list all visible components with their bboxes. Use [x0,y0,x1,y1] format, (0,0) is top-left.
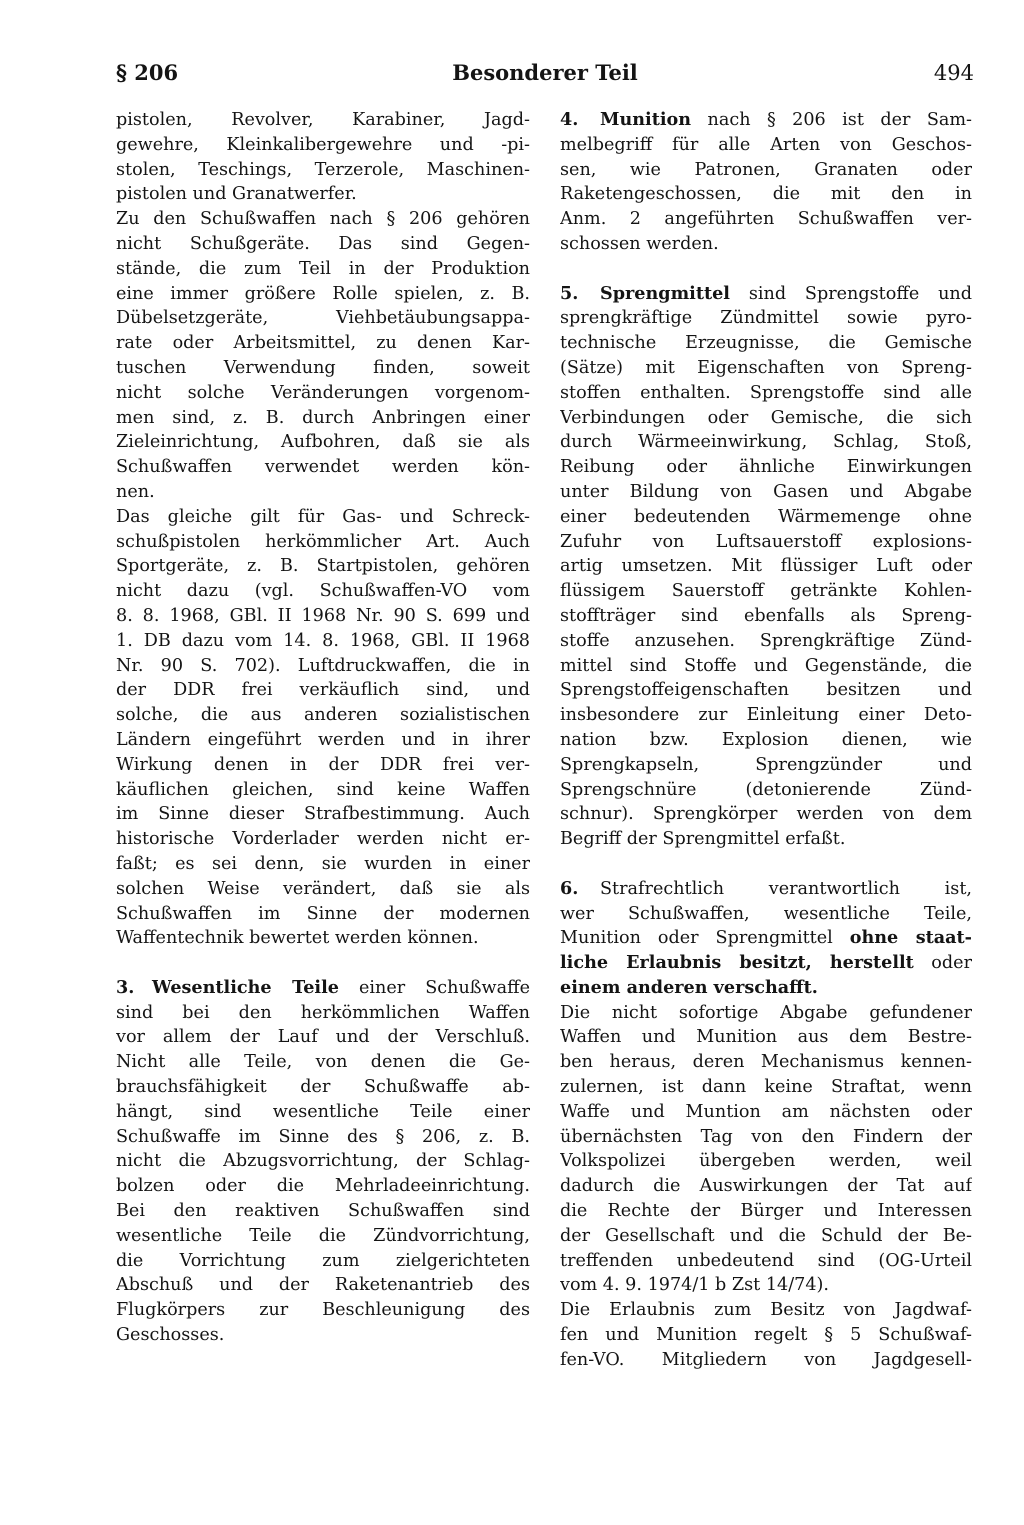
section-number: 5. [560,282,579,304]
text-line: eine immer größere Rolle spielen, z. B. [116,283,530,304]
text-line: Bei den reaktiven Schußwaffen sind [116,1201,530,1222]
text-line: rate oder Arbeitsmittel, zu denen Kar- [116,333,530,354]
text-line: 1. DB dazu vom 14. 8. 1968, GBl. II 1968 [116,630,530,651]
text-line: faßt; es sei denn, sie wurden in einer [116,853,530,874]
heading-rest: nach § 206 ist der Sam- [691,110,972,130]
text-fragment: Strafrechtlich verantwortlich ist, [600,878,972,899]
text-fragment: Munition oder Sprengmittel [560,928,850,949]
text-line: Schußwaffen verwendet werden kön- [116,457,530,478]
text-line: stoffen enthalten. Sprengstoffe sind alle [560,382,972,403]
text-line: tuschen Verwendung finden, soweit [116,357,530,378]
text-line: men sind, z. B. durch Anbringen einer [116,407,530,428]
text-line: der Gesellschaft und die Schuld der Be- [560,1225,972,1246]
text-line: pistolen und Granatwerfer. [116,184,357,205]
text-line: sind bei den herkömmlichen Waffen [116,1002,530,1023]
section-number: 3. [116,976,135,998]
text-line: gewehre, Kleinkalibergewehre und -pi- [116,134,530,155]
text-line: flüssigem Sauerstoff getränkte Kohlen- [560,581,972,602]
text-line: nicht dazu (vgl. Schußwaffen-VO vom [116,581,530,602]
text-line: zulernen, ist dann keine Straftat, wenn [560,1077,972,1098]
text-line: Volkspolizei übergeben werden, weil [560,1151,972,1172]
bold-fragment: einem anderen verschafft. [560,976,818,998]
text-line: stoffträger sind ebenfalls als Spreng- [560,605,972,626]
paragraph-gap [560,257,972,282]
section-4 [560,108,972,257]
text-line: Geschosses. [116,1325,225,1346]
text-line: Schußwaffen im Sinne der modernen [116,903,530,924]
section-heading: Wesentliche Teile [152,976,339,998]
text-line: Die Erlaubnis zum Besitz von Jagdwaf- [560,1300,972,1321]
text-line: die Vorrichtung zum zielgerichteten [116,1250,530,1271]
left-para-2 [116,207,530,505]
text-line: 8. 8. 1968, GBl. II 1968 Nr. 90 S. 699 und [116,605,530,626]
text-line: Waffe und Muntion am nächsten oder [560,1101,972,1122]
text-line: Schußwaffe im Sinne des § 206, z. B. [116,1126,530,1147]
text-line: Zufuhr von Luftsauerstoff explosions- [560,531,972,552]
text-line: insbesondere zur Einleitung einer Deto- [560,705,972,726]
left-column [116,108,530,1348]
text-line: historische Vorderlader werden nicht er- [116,829,530,850]
text-line: Anm. 2 angeführten Schußwaffen ver- [560,209,972,230]
bold-fragment: liche Erlaubnis besitzt, herstellt [560,952,914,974]
text-line: nation bzw. Explosion dienen, wie [560,729,972,750]
text-line: Das gleiche gilt für Gas- und Schreck- [116,506,530,527]
text-line: der DDR frei verkäuflich sind, und [116,680,530,701]
text-line: Sprengkapseln, Sprengzünder und [560,754,972,775]
text-line: einer bedeutenden Wärmemenge ohne [560,506,972,527]
text-line: wesentliche Teile die Zündvorrichtung, [116,1225,530,1246]
text-line: pistolen, Revolver, Karabiner, Jagd- [116,110,530,130]
text-line: nicht die Abzugsvorrichtung, der Schlag- [116,1151,530,1172]
text-line: stoffe anzusehen. Sprengkräftige Zünd- [560,630,972,651]
text-line: käuflichen gleichen, sind keine Waffen [116,779,530,800]
text-line: Die nicht sofortige Abgabe gefundener [560,1002,972,1023]
text-line: wer Schußwaffen, wesentliche Teile, [560,903,972,924]
section-3-heading-line [116,976,530,1001]
text-line [560,951,972,976]
text-line: fen-VO. Mitgliedern von Jagdgesell- [560,1349,972,1370]
heading-rest: sind Sprengstoffe und [730,283,972,304]
text-line: unter Bildung von Gasen und Abgabe [560,481,972,502]
text-line: melbegriff für alle Arten von Geschos- [560,134,972,155]
text-line: nicht solche Veränderungen vorgenom- [116,382,530,403]
section-number: 4. [560,109,579,130]
text-line: Abschuß und der Raketenantrieb des [116,1275,530,1296]
text-line: vom 4. 9. 1974/1 b Zst 14/74). [560,1275,829,1296]
text-line: Dübelsetzgeräte, Viehbetäubungsappa- [116,308,530,329]
heading-rest: einer Schußwaffe [338,977,530,998]
text-line: schossen werden. [560,233,719,254]
text-line: ben heraus, deren Mechanismus kennen- [560,1052,972,1073]
text-line: Begriff der Sprengmittel erfaßt. [560,829,846,850]
section-6-heading-line [560,877,972,902]
text-line: Flugkörpers zur Beschleunigung des [116,1300,530,1321]
section-number: 6. [560,877,579,899]
text-line: stände, die zum Teil in der Produktion [116,258,530,279]
section-4-heading-line [560,108,972,133]
text-line: dadurch die Auswirkungen der Tat auf [560,1176,972,1197]
text-line: technische Erzeugnisse, die Gemische [560,333,972,354]
text-line: übernächsten Tag von den Findern der [560,1126,972,1147]
text-line [560,976,972,1001]
text-line: solchen Weise verändert, daß sie als [116,878,530,899]
text-line: Nr. 90 S. 702). Luftdruckwaffen, die in [116,655,530,676]
section-heading: Munition [600,109,692,130]
running-title: Besonderer Teil [452,60,638,85]
text-line: sprengkräftige Zündmittel sowie pyro- [560,308,972,329]
text-line: im Sinne dieser Strafbestimmung. Auch [116,804,530,825]
text-line: treffenden unbedeutend sind (OG-Urteil [560,1250,972,1271]
text-line: Zieleinrichtung, Aufbohren, daß sie als [116,432,530,453]
text-line: durch Wärmeeinwirkung, Schlag, Stoß, [560,432,972,453]
section-5-heading-line [560,282,972,307]
text-line: vor allem der Lauf und der Verschluß. [116,1027,530,1048]
text-line: die Rechte der Bürger und Interessen [560,1201,972,1222]
section-3 [116,976,530,1348]
text-line: Nicht alle Teile, von denen die Ge- [116,1052,530,1073]
text-line: Sprengschnüre (detonierende Zünd- [560,779,972,800]
section-marker: § 206 [116,60,179,85]
paragraph-gap [560,852,972,877]
section-6 [560,877,972,1373]
page-number: 494 [933,61,974,85]
section-5 [560,282,972,852]
text-line: Ländern eingeführt werden und in ihrer [116,729,530,750]
text-line: stolen, Teschings, Terzerole, Maschinen- [116,159,530,180]
left-para-3 [116,505,530,951]
text-line: Waffen und Munition aus dem Bestre- [560,1027,972,1048]
text-line: artig umsetzen. Mit flüssiger Luft oder [560,556,972,577]
text-line: Verbindungen oder Gemische, die sich [560,407,972,428]
text-line: solche, die aus anderen sozialistischen [116,705,530,726]
text-line: Waffentechnik bewertet werden können. [116,928,479,949]
text-line: nicht Schußgeräte. Das sind Gegen- [116,233,530,254]
text-line: brauchsfähigkeit der Schußwaffe ab- [116,1077,530,1098]
text-line: Sprengstoffeigenschaften besitzen und [560,680,972,701]
page-header [116,58,974,88]
text-line: Zu den Schußwaffen nach § 206 gehören [116,209,530,230]
right-column [560,108,972,1373]
text-line: (Sätze) mit Eigenschaften von Spreng- [560,357,972,378]
text-line: hängt, sind wesentliche Teile einer [116,1101,530,1122]
text-line: Wirkung denen in der DDR frei ver- [116,754,530,775]
bold-fragment: ohne staat- [849,927,972,949]
text-line [560,926,972,951]
text-line: nen. [116,481,155,502]
text-line: schnur). Sprengkörper werden von dem [560,804,972,825]
text-line: Sportgeräte, z. B. Startpistolen, gehören [116,556,530,577]
text-line: mittel sind Stoffe und Gegenstände, die [560,655,972,676]
text-line: bolzen oder die Mehrladeeinrichtung. [116,1176,530,1197]
text-line: fen und Munition regelt § 5 Schußwaf- [560,1325,972,1346]
text-line: sen, wie Patronen, Granaten oder [560,159,972,180]
text-line: Reibung oder ähnliche Einwirkungen [560,457,972,478]
section-heading: Sprengmittel [600,282,730,304]
text-line: Raketengeschossen, die mit den in [560,184,972,205]
text-line: schußpistolen herkömmlicher Art. Auch [116,531,530,552]
left-para-1 [116,108,530,207]
text-fragment: oder [913,953,972,974]
paragraph-gap [116,951,530,976]
